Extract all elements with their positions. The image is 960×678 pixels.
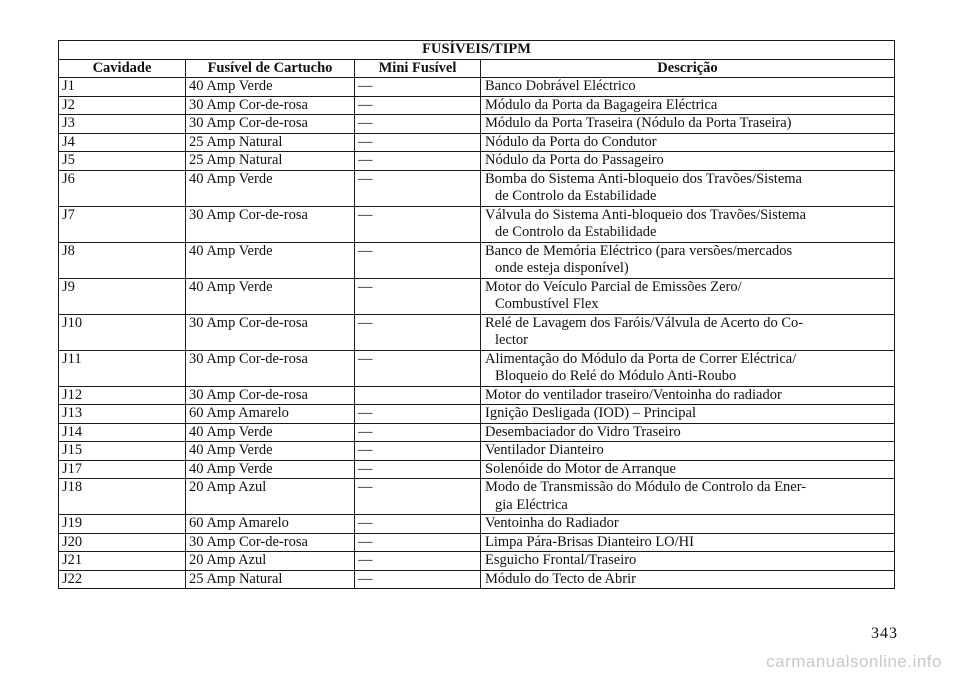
cavity-cell: J12 — [59, 386, 186, 405]
table-row — [59, 133, 895, 152]
description-cell — [481, 133, 895, 152]
table-row — [59, 314, 895, 350]
cartridge-fuse-cell: 25 Amp Natural — [186, 133, 355, 152]
mini-fuse-cell: — — [355, 350, 481, 386]
description-line: Ventilador Dianteiro — [485, 442, 604, 458]
description-line: Bloqueio do Relé do Módulo Anti-Roubo — [495, 368, 737, 384]
table-row — [59, 242, 895, 278]
description-line: de Controlo da Estabilidade — [495, 188, 657, 204]
description-line: Relé de Lavagem dos Faróis/Válvula de Acerto do Co- — [485, 314, 804, 331]
mini-fuse-cell: — — [355, 314, 481, 350]
mini-fuse-cell: — — [355, 152, 481, 171]
description-line: Banco de Memória Eléctrico (para versões/mercados — [485, 242, 793, 259]
cavity-cell: J21 — [59, 552, 186, 571]
column-header-cartridge-fuse: Fusível de Cartucho — [186, 59, 355, 78]
cartridge-fuse-cell: 40 Amp Verde — [186, 423, 355, 442]
description-line: Modo de Transmissão do Módulo de Controlo da Ener- — [485, 479, 807, 495]
description-cell — [481, 206, 895, 242]
cartridge-fuse-cell: 40 Amp Verde — [186, 278, 355, 314]
description-cell — [481, 78, 895, 97]
description-line: Motor do ventilador traseiro/Ventoinha do radiador — [485, 386, 782, 403]
cartridge-fuse-cell: 60 Amp Amarelo — [186, 515, 355, 534]
table-row — [59, 552, 895, 571]
cavity-cell: J14 — [59, 423, 186, 442]
description-line: Bomba do Sistema Anti-bloqueio dos Travões/Sistema — [485, 170, 802, 187]
mini-fuse-cell: — — [355, 405, 481, 424]
description-line: Banco Dobrável Eléctrico — [485, 78, 636, 94]
table-row — [59, 405, 895, 424]
cavity-cell: J5 — [59, 152, 186, 171]
cavity-cell: J19 — [59, 515, 186, 534]
cavity-cell: J1 — [59, 78, 186, 97]
table-row — [59, 152, 895, 171]
cartridge-fuse-cell: 40 Amp Verde — [186, 78, 355, 97]
cartridge-fuse-cell: 30 Amp Cor-de-rosa — [186, 206, 355, 242]
table-row — [59, 442, 895, 461]
mini-fuse-cell: — — [355, 78, 481, 97]
mini-fuse-cell: — — [355, 115, 481, 134]
table-body — [59, 78, 895, 589]
table-title-row — [59, 41, 895, 60]
cartridge-fuse-cell: 40 Amp Verde — [186, 442, 355, 461]
table-row — [59, 533, 895, 552]
cavity-cell: J3 — [59, 115, 186, 134]
cartridge-fuse-cell: 25 Amp Natural — [186, 152, 355, 171]
cartridge-fuse-cell: 30 Amp Cor-de-rosa — [186, 533, 355, 552]
cavity-cell: J10 — [59, 314, 186, 350]
description-line: onde esteja disponível) — [495, 260, 629, 276]
cavity-cell: J22 — [59, 570, 186, 589]
table-row — [59, 423, 895, 442]
mini-fuse-cell: — — [355, 479, 481, 515]
cavity-cell: J13 — [59, 405, 186, 424]
description-cell — [481, 314, 895, 350]
mini-fuse-cell: — — [355, 515, 481, 534]
description-line: de Controlo da Estabilidade — [495, 224, 657, 240]
description-line: Esguicho Frontal/Traseiro — [485, 552, 637, 568]
fuse-table — [58, 40, 895, 589]
page-number: 343 — [871, 625, 898, 642]
mini-fuse-cell: — — [355, 278, 481, 314]
mini-fuse-cell: — — [355, 552, 481, 571]
table-header-row — [59, 59, 895, 78]
description-line: Módulo do Tecto de Abrir — [485, 570, 636, 587]
cavity-cell: J20 — [59, 533, 186, 552]
table-row — [59, 170, 895, 206]
description-cell — [481, 152, 895, 171]
cavity-cell: J18 — [59, 479, 186, 515]
description-line: Nódulo da Porta do Condutor — [485, 133, 657, 150]
description-line: Módulo da Porta da Bagageira Eléctrica — [485, 96, 718, 113]
cartridge-fuse-cell: 40 Amp Verde — [186, 460, 355, 479]
description-line: Solenóide do Motor de Arranque — [485, 460, 676, 477]
mini-fuse-cell: — — [355, 533, 481, 552]
description-cell — [481, 479, 895, 515]
description-cell — [481, 96, 895, 115]
mini-fuse-cell: — — [355, 442, 481, 461]
cartridge-fuse-cell: 30 Amp Cor-de-rosa — [186, 115, 355, 134]
table-row — [59, 278, 895, 314]
mini-fuse-cell: — — [355, 206, 481, 242]
cavity-cell: J11 — [59, 350, 186, 386]
table-row — [59, 78, 895, 97]
cavity-cell: J6 — [59, 170, 186, 206]
column-header-cavity: Cavidade — [59, 59, 186, 78]
description-cell — [481, 442, 895, 461]
cartridge-fuse-cell: 60 Amp Amarelo — [186, 405, 355, 424]
cartridge-fuse-cell: 30 Amp Cor-de-rosa — [186, 314, 355, 350]
mini-fuse-cell: — — [355, 96, 481, 115]
description-line: Ignição Desligada (IOD) – Principal — [485, 405, 696, 421]
description-line: Motor do Veículo Parcial de Emissões Zero/ — [485, 278, 742, 295]
mini-fuse-cell: — — [355, 242, 481, 278]
cavity-cell: J7 — [59, 206, 186, 242]
description-line: lector — [495, 332, 529, 348]
description-line: Ventoinha do Radiador — [485, 515, 619, 531]
description-cell — [481, 552, 895, 571]
cartridge-fuse-cell: 20 Amp Azul — [186, 479, 355, 515]
cavity-cell: J8 — [59, 242, 186, 278]
column-header-mini-fuse: Mini Fusível — [355, 59, 481, 78]
description-cell — [481, 460, 895, 479]
table-row — [59, 479, 895, 515]
description-line: gia Eléctrica — [495, 496, 568, 513]
description-line: Módulo da Porta Traseira (Nódulo da Porta Traseira) — [485, 115, 792, 131]
table-row — [59, 206, 895, 242]
description-line: Desembaciador do Vidro Traseiro — [485, 423, 681, 440]
cavity-cell: J17 — [59, 460, 186, 479]
description-cell — [481, 115, 895, 134]
description-cell — [481, 533, 895, 552]
description-cell — [481, 386, 895, 405]
description-cell — [481, 570, 895, 589]
description-line: Válvula do Sistema Anti-bloqueio dos Travões/Sistema — [485, 206, 807, 223]
table-title: FUSÍVEIS/TIPM — [59, 41, 895, 60]
description-line: Nódulo da Porta do Passageiro — [485, 152, 664, 168]
mini-fuse-cell: — — [355, 570, 481, 589]
cartridge-fuse-cell: 40 Amp Verde — [186, 242, 355, 278]
cartridge-fuse-cell: 30 Amp Cor-de-rosa — [186, 386, 355, 405]
cavity-cell: J4 — [59, 133, 186, 152]
description-cell — [481, 278, 895, 314]
table-row — [59, 460, 895, 479]
cavity-cell: J2 — [59, 96, 186, 115]
cavity-cell: J15 — [59, 442, 186, 461]
table-row — [59, 515, 895, 534]
description-line: Limpa Pára-Brisas Dianteiro LO/HI — [485, 533, 694, 550]
description-line: Alimentação do Módulo da Porta de Correr Eléctrica/ — [485, 350, 797, 367]
table-row — [59, 96, 895, 115]
cartridge-fuse-cell: 30 Amp Cor-de-rosa — [186, 350, 355, 386]
column-header-description: Descrição — [481, 59, 895, 78]
description-cell — [481, 423, 895, 442]
cartridge-fuse-cell: 25 Amp Natural — [186, 570, 355, 589]
description-line: Combustível Flex — [495, 296, 599, 312]
cavity-cell: J9 — [59, 278, 186, 314]
table-row — [59, 350, 895, 386]
mini-fuse-cell: — — [355, 170, 481, 206]
description-cell — [481, 405, 895, 424]
description-cell — [481, 170, 895, 206]
mini-fuse-cell — [355, 386, 481, 405]
cartridge-fuse-cell: 20 Amp Azul — [186, 552, 355, 571]
description-cell — [481, 515, 895, 534]
table-row — [59, 570, 895, 589]
cartridge-fuse-cell: 40 Amp Verde — [186, 170, 355, 206]
table-row — [59, 386, 895, 405]
mini-fuse-cell: — — [355, 460, 481, 479]
watermark-text: carmanualsonline.info — [766, 652, 942, 671]
description-cell — [481, 350, 895, 386]
mini-fuse-cell: — — [355, 423, 481, 442]
mini-fuse-cell: — — [355, 133, 481, 152]
description-cell — [481, 242, 895, 278]
cartridge-fuse-cell: 30 Amp Cor-de-rosa — [186, 96, 355, 115]
table-row — [59, 115, 895, 134]
